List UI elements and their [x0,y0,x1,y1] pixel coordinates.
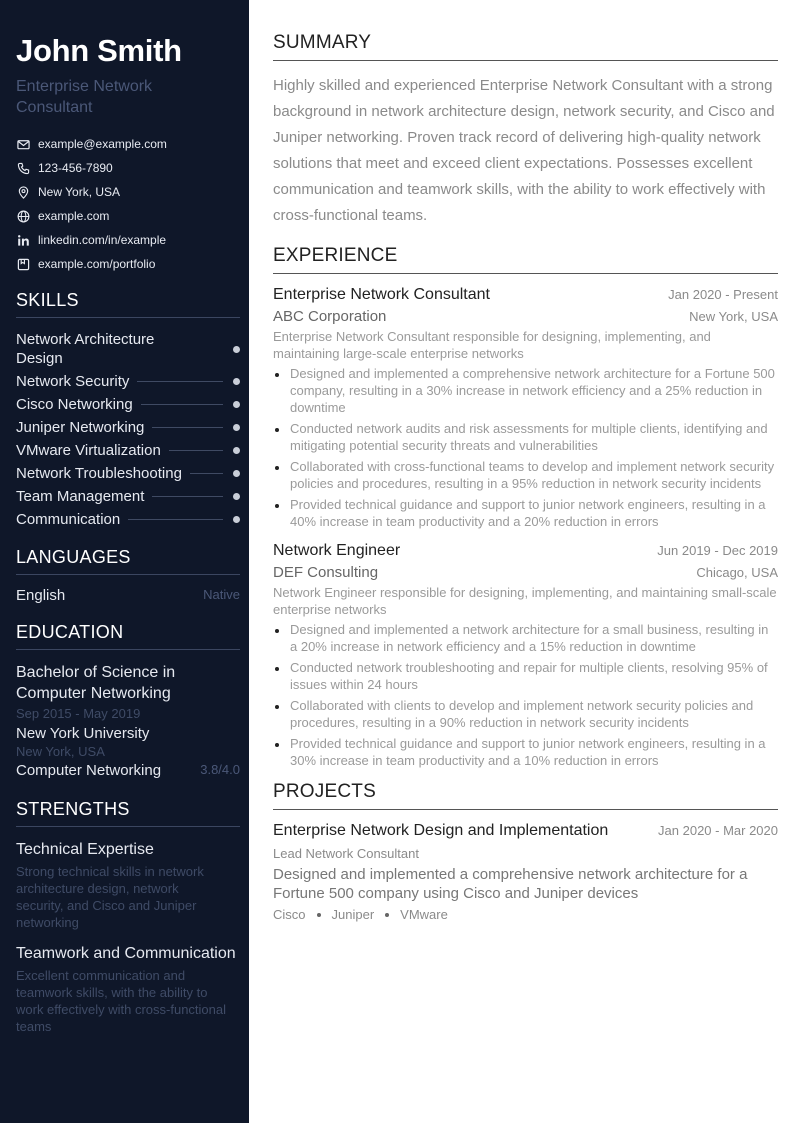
job-location: Chicago, USA [696,565,778,580]
contact-linkedin[interactable] [16,228,240,252]
project-title: Enterprise Network Design and Implementation [273,822,609,839]
skills-list [16,330,240,529]
skill-dot [233,470,240,477]
language-item [16,587,240,604]
education-school: New York University [16,725,150,742]
main-content [273,32,778,922]
job-entry [273,542,778,769]
skill-rule [190,473,223,474]
project-tag: Cisco [273,907,306,922]
contact-website-text: example.com [38,209,110,223]
skill-name: Team Management [16,488,145,505]
contact-location-text: New York, USA [38,185,121,199]
skill-item [16,418,240,437]
job-entry [273,286,778,530]
bullet-item: Provided technical guidance and support to junior network engineers, resulting in a 30% increase in team productivity and a 10% reduction in errors [273,735,778,769]
skill-name: Network Architecture Design [16,331,155,367]
skill-dot [233,378,240,385]
strength-desc: Excellent communication and teamwork skills, with the ability to work effectively with cross-functional teams [16,968,227,1034]
candidate-title: Enterprise Network Consultant [16,78,153,116]
education-area: Computer Networking [16,762,162,779]
tag-separator [385,913,389,917]
bullet-item: Collaborated with clients to develop and implement network security policies and procedures, resulting in a 90% reduction in network security incidents [273,697,778,731]
contact-portfolio[interactable] [16,252,240,276]
job-company: DEF Consulting [273,564,379,581]
skill-dot [233,401,240,408]
bullet-item: Designed and implemented a network architecture for a small business, resulting in a 20% increase in network efficiency and a 15% reduction in downtime [273,621,778,655]
bullet-item: Conducted network troubleshooting and repair for multiple clients, resolving 95% of issues within 24 hours [273,659,778,693]
skill-rule [137,381,223,382]
bullet-item: Designed and implemented a comprehensive network architecture for a Fortune 500 company, resulting in a 30% increase in network efficiency and a 25% reduction in downtime [273,365,778,416]
bullet-item: Collaborated with cross-functional teams to develop and implement network security policies and procedures, resulting in a 95% reduction in network security incidents [273,458,778,492]
globe-icon [16,209,30,223]
portfolio-icon [16,257,30,271]
contact-portfolio-text: example.com/portfolio [38,257,156,271]
skill-item [16,372,240,391]
skill-rule [152,496,223,497]
contact-email-text: example@example.com [38,137,167,151]
skill-dot [233,447,240,454]
job-bullets [273,365,778,530]
skill-dot [233,424,240,431]
project-tags [273,907,778,922]
tag-separator [317,913,321,917]
location-pin-icon [16,185,30,199]
job-description: Enterprise Network Consultant responsible for designing, implementing, and maintaining large-scale enterprise networks [273,329,711,361]
skill-item [16,487,240,506]
project-role: Lead Network Consultant [273,846,419,861]
skill-dot [233,346,240,353]
project-description: Designed and implemented a comprehensive network architecture for a Fortune 500 company using Cisco and Juniper devices [273,866,748,902]
language-level: Native [203,587,240,602]
education-dates: Sep 2015 - May 2019 [16,706,141,721]
skill-dot [233,516,240,523]
skill-item [16,510,240,529]
projects-heading: PROJECTS [273,781,778,810]
skill-item [16,330,240,368]
strengths-heading: STRENGTHS [16,799,240,827]
language-name: English [16,587,66,604]
strength-item [16,943,240,1035]
education-location: New York, USA [16,744,105,759]
contact-phone[interactable] [16,156,240,180]
email-icon [16,137,30,151]
skill-name: Network Security [16,373,130,390]
education-heading: EDUCATION [16,622,240,650]
skill-dot [233,493,240,500]
skill-rule [152,427,223,428]
skill-name: Cisco Networking [16,396,133,413]
summary-text: Highly skilled and experienced Enterprise Network Consultant with a strong background in network architecture design, network security, and Cisco and Juniper networking. Proven track record of delivering high-quality network solutions that meet and exceed client expectations. Possesses excellent communication and teamwork skills, with the ability to work effectively with cross-functional teams. [273,77,775,224]
strength-desc: Strong technical skills in network architecture design, network security, and Cisco and Juniper networking [16,864,204,930]
strength-title: Teamwork and Communication [16,945,236,962]
skill-name: Communication [16,511,121,528]
skill-item [16,395,240,414]
education-gpa: 3.8/4.0 [200,762,240,777]
skills-heading: SKILLS [16,290,240,318]
contact-linkedin-text: linkedin.com/in/example [38,233,167,247]
project-entry [273,822,778,922]
project-tag: Juniper [331,907,375,922]
experience-heading: EXPERIENCE [273,245,778,274]
skill-name: Network Troubleshooting [16,465,182,482]
contact-list [16,132,240,276]
strength-item [16,839,240,931]
education-degree: Bachelor of Science in Computer Networking [16,664,176,702]
contact-website[interactable] [16,204,240,228]
job-title: Network Engineer [273,542,401,559]
job-location: New York, USA [689,309,778,324]
summary-heading: SUMMARY [273,32,778,61]
education-area-row [16,762,240,779]
project-dates: Jan 2020 - Mar 2020 [658,823,778,838]
contact-email[interactable] [16,132,240,156]
candidate-name: John Smith [16,33,182,68]
skill-name: VMware Virtualization [16,442,161,459]
phone-icon [16,161,30,175]
contact-phone-text: 123-456-7890 [38,161,113,175]
strength-title: Technical Expertise [16,841,154,858]
contact-location [16,180,240,204]
skill-rule [169,450,223,451]
education-entry [16,662,240,779]
job-company: ABC Corporation [273,308,387,325]
linkedin-icon [16,233,30,247]
sidebar [0,0,249,1123]
skill-rule [194,349,223,350]
languages-heading: LANGUAGES [16,547,240,575]
project-tag: VMware [400,907,448,922]
job-bullets [273,621,778,769]
skill-name: Juniper Networking [16,419,145,436]
job-description: Network Engineer responsible for designing, implementing, and maintaining small-scale enterprise networks [273,585,777,617]
skill-item [16,464,240,483]
job-title: Enterprise Network Consultant [273,286,490,303]
bullet-item: Conducted network audits and risk assessments for multiple clients, identifying and mitigating potential security threats and vulnerabilities [273,420,778,454]
skill-rule [141,404,223,405]
skill-item [16,441,240,460]
skill-rule [128,519,223,520]
job-dates: Jan 2020 - Present [668,287,778,302]
bullet-item: Provided technical guidance and support to junior network engineers, resulting in a 40% increase in team productivity and a 20% reduction in errors [273,496,778,530]
job-dates: Jun 2019 - Dec 2019 [657,543,778,558]
